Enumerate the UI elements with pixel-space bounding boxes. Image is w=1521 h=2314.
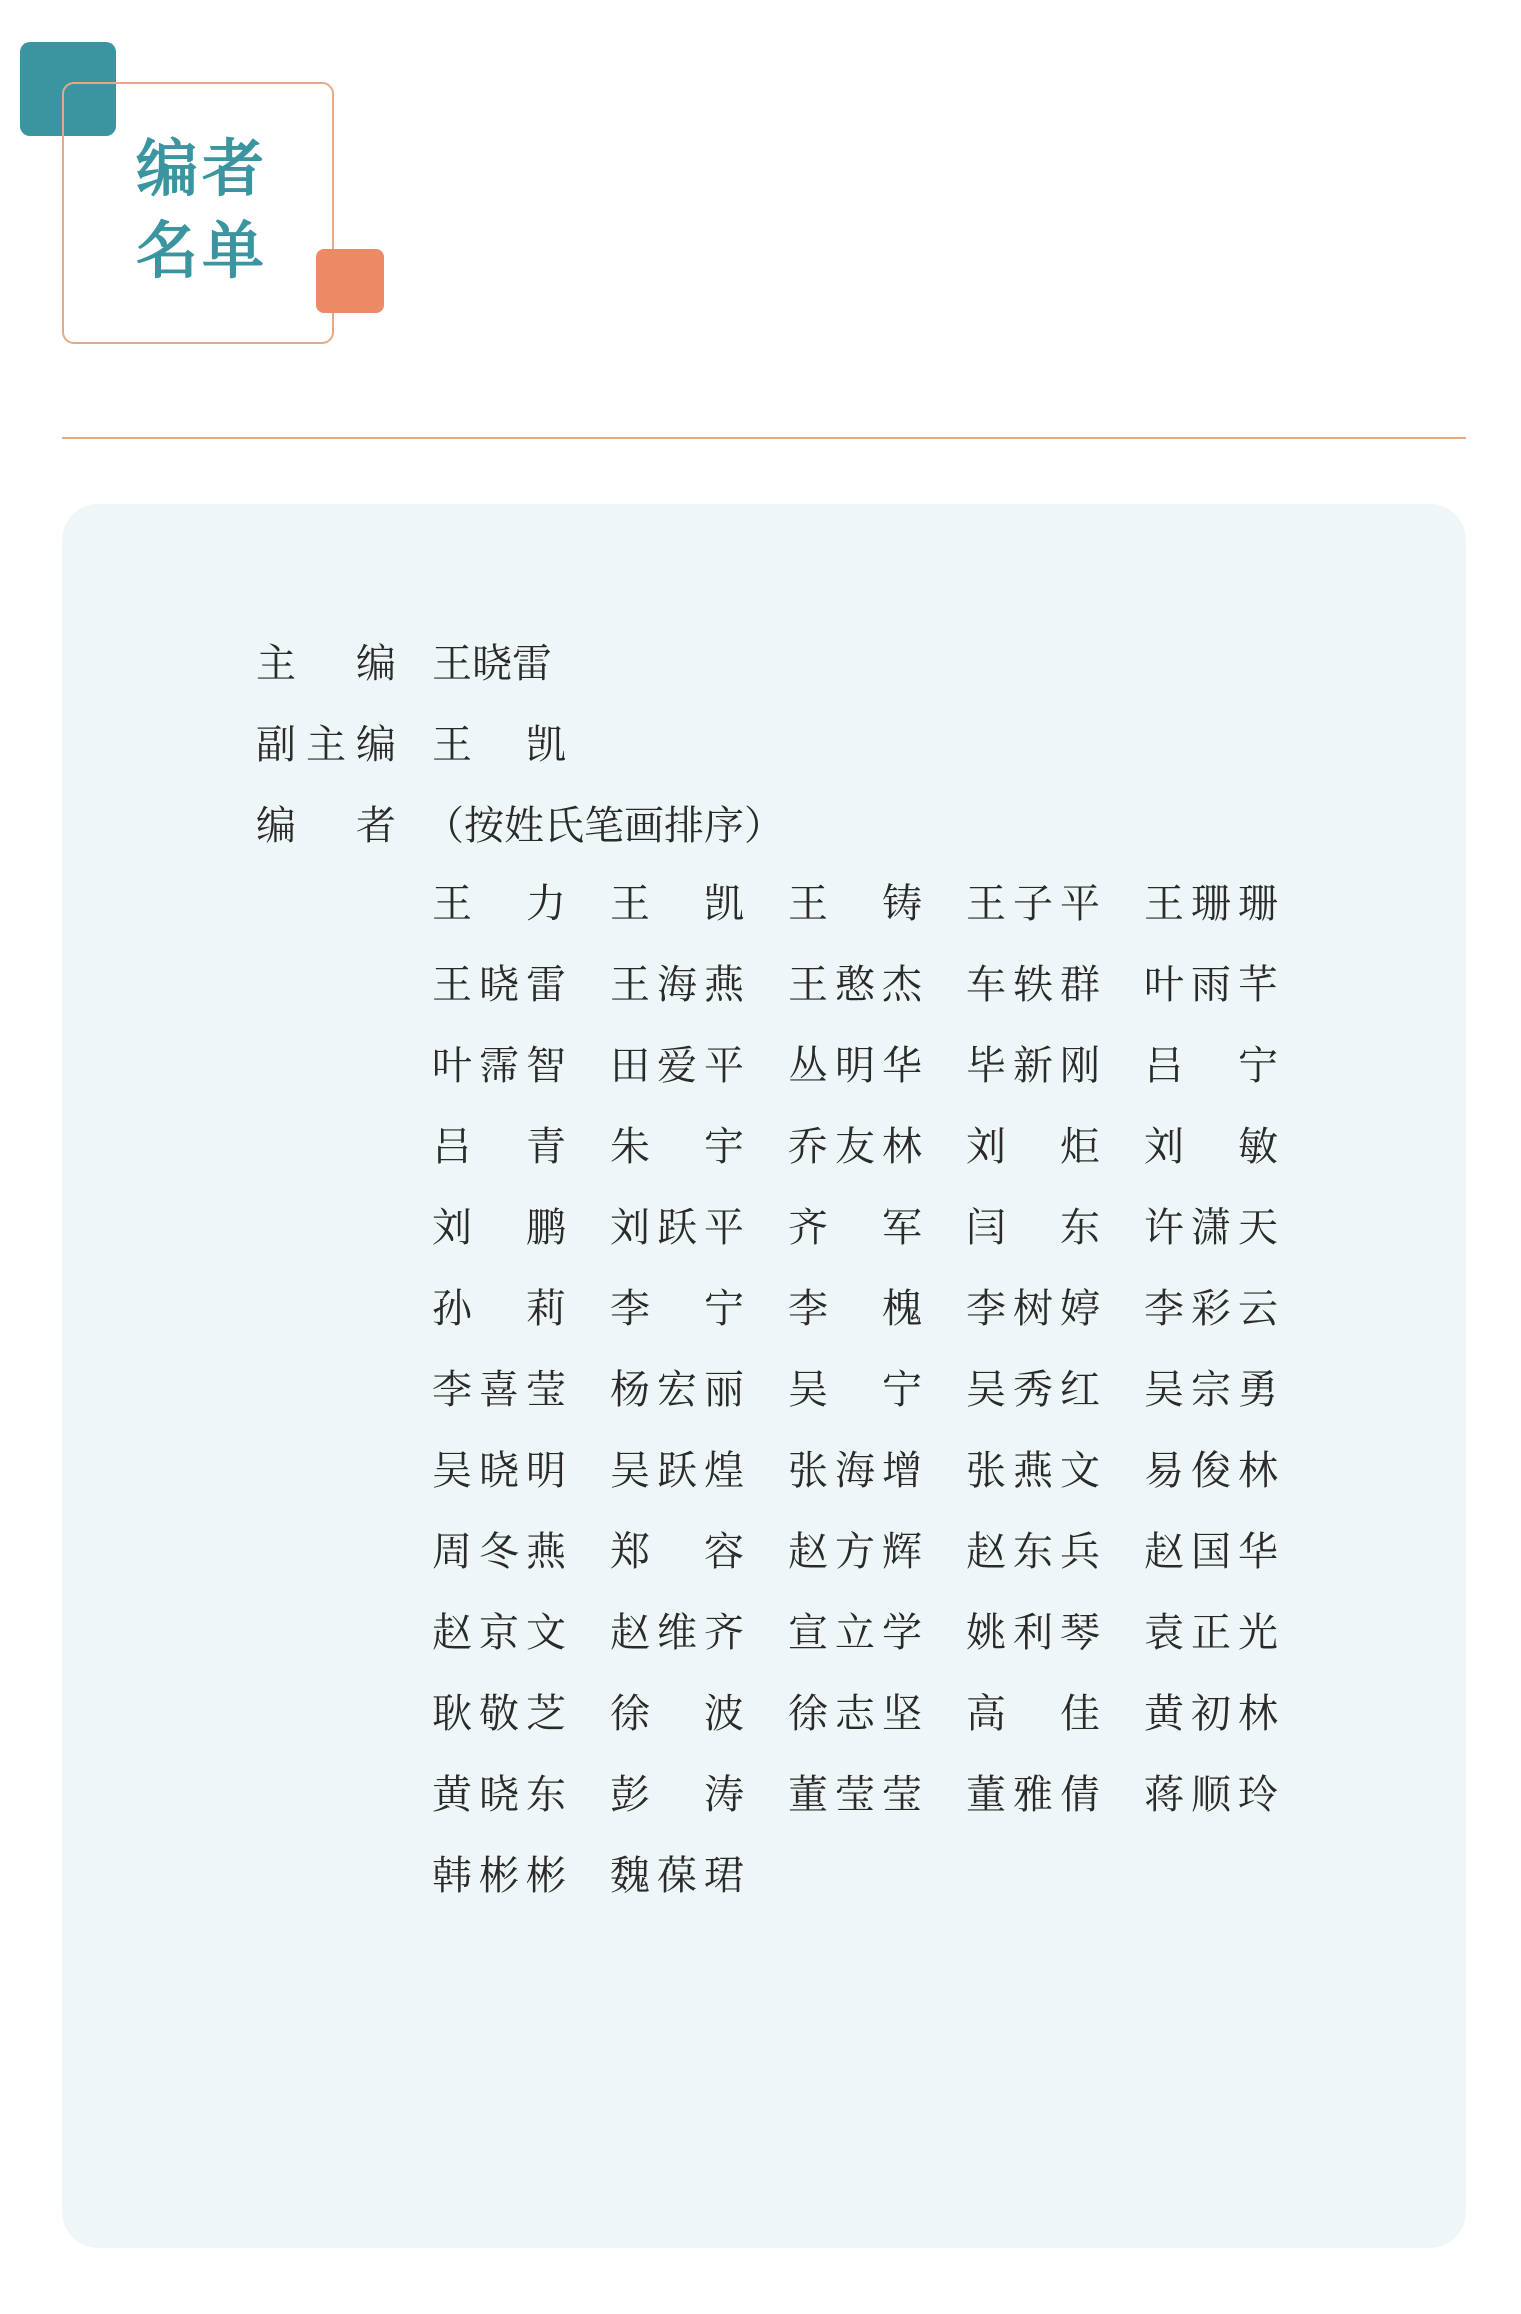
editor-name: 赵维齐	[610, 1610, 744, 1656]
editor-name: 闫东	[966, 1205, 1100, 1251]
title-line-2: 名单	[136, 214, 269, 287]
editor-name: 王珊珊	[1144, 881, 1278, 927]
editor-name: 蒋顺玲	[1144, 1772, 1278, 1818]
editor-name: 吴晓明	[432, 1448, 566, 1494]
editor-name: 吕青	[432, 1124, 566, 1170]
editor-name: 许潇天	[1144, 1205, 1278, 1251]
editor-name: 赵东兵	[966, 1529, 1100, 1575]
editor-name: 刘跃平	[610, 1205, 744, 1251]
editor-name: 赵方辉	[788, 1529, 922, 1575]
editor-name-grid	[432, 876, 1332, 1929]
editor-name: 车轶群	[966, 962, 1100, 1008]
editor-name: 李树婷	[966, 1286, 1100, 1332]
editor-name: 袁正光	[1144, 1610, 1278, 1656]
editor-name: 叶霈智	[432, 1043, 566, 1089]
editor-name: 刘敏	[1144, 1124, 1278, 1170]
editor-name: 叶雨芊	[1144, 962, 1278, 1008]
editor-name: 李喜莹	[432, 1367, 566, 1413]
editor-name: 耿敬芝	[432, 1691, 566, 1737]
editor-name: 李彩云	[1144, 1286, 1278, 1332]
editor-name: 王海燕	[610, 962, 744, 1008]
editor-name: 王力	[432, 881, 566, 927]
role-value-chief: 王晓雷	[432, 641, 552, 687]
editor-name: 魏葆珺	[610, 1853, 744, 1899]
editor-name: 王铸	[788, 881, 922, 927]
editor-name: 吴宁	[788, 1367, 922, 1413]
editor-name: 吴跃煌	[610, 1448, 744, 1494]
editor-name: 王晓雷	[432, 962, 566, 1008]
role-value-editors-note: （按姓氏笔画排序）	[424, 803, 784, 849]
editor-name: 赵国华	[1144, 1529, 1278, 1575]
editor-name: 吕宁	[1144, 1043, 1278, 1089]
editor-name: 毕新刚	[966, 1043, 1100, 1089]
editor-name: 董雅倩	[966, 1772, 1100, 1818]
editor-name: 王凯	[610, 881, 744, 927]
editor-name: 易俊林	[1144, 1448, 1278, 1494]
editor-name: 宣立学	[788, 1610, 922, 1656]
editor-name: 刘炬	[966, 1124, 1100, 1170]
role-label-editors: 编者	[256, 803, 396, 849]
role-label-chief: 主编	[256, 641, 396, 687]
editor-name: 李槐	[788, 1286, 922, 1332]
editor-name: 高佳	[966, 1691, 1100, 1737]
editor-name: 张燕文	[966, 1448, 1100, 1494]
editor-name: 董莹莹	[788, 1772, 922, 1818]
role-label-deputy: 副主编	[256, 722, 396, 768]
title-line-1: 编者	[136, 132, 269, 205]
editor-name: 黄晓东	[432, 1772, 566, 1818]
divider	[62, 437, 1466, 439]
editor-name: 黄初林	[1144, 1691, 1278, 1737]
editor-name: 徐波	[610, 1691, 744, 1737]
editor-name: 姚利琴	[966, 1610, 1100, 1656]
editor-name: 孙莉	[432, 1286, 566, 1332]
decor-square-orange	[316, 249, 384, 313]
editor-name: 田爱平	[610, 1043, 744, 1089]
editor-name: 周冬燕	[432, 1529, 566, 1575]
editor-name: 丛明华	[788, 1043, 922, 1089]
editor-name: 朱宇	[610, 1124, 744, 1170]
editor-name: 张海增	[788, 1448, 922, 1494]
editor-name: 刘鹏	[432, 1205, 566, 1251]
editor-name: 郑容	[610, 1529, 744, 1575]
editor-name: 王子平	[966, 881, 1100, 927]
editor-name: 乔友林	[788, 1124, 922, 1170]
editor-name: 王憨杰	[788, 962, 922, 1008]
page-title	[136, 128, 296, 292]
editor-name: 赵京文	[432, 1610, 566, 1656]
editor-name: 徐志坚	[788, 1691, 922, 1737]
editor-name: 韩彬彬	[432, 1853, 566, 1899]
editor-name: 吴秀红	[966, 1367, 1100, 1413]
editor-name: 吴宗勇	[1144, 1367, 1278, 1413]
editor-name: 齐军	[788, 1205, 922, 1251]
editor-name: 李宁	[610, 1286, 744, 1332]
editor-name: 彭涛	[610, 1772, 744, 1818]
editor-name: 杨宏丽	[610, 1367, 744, 1413]
role-value-deputy: 王凯	[432, 722, 566, 768]
